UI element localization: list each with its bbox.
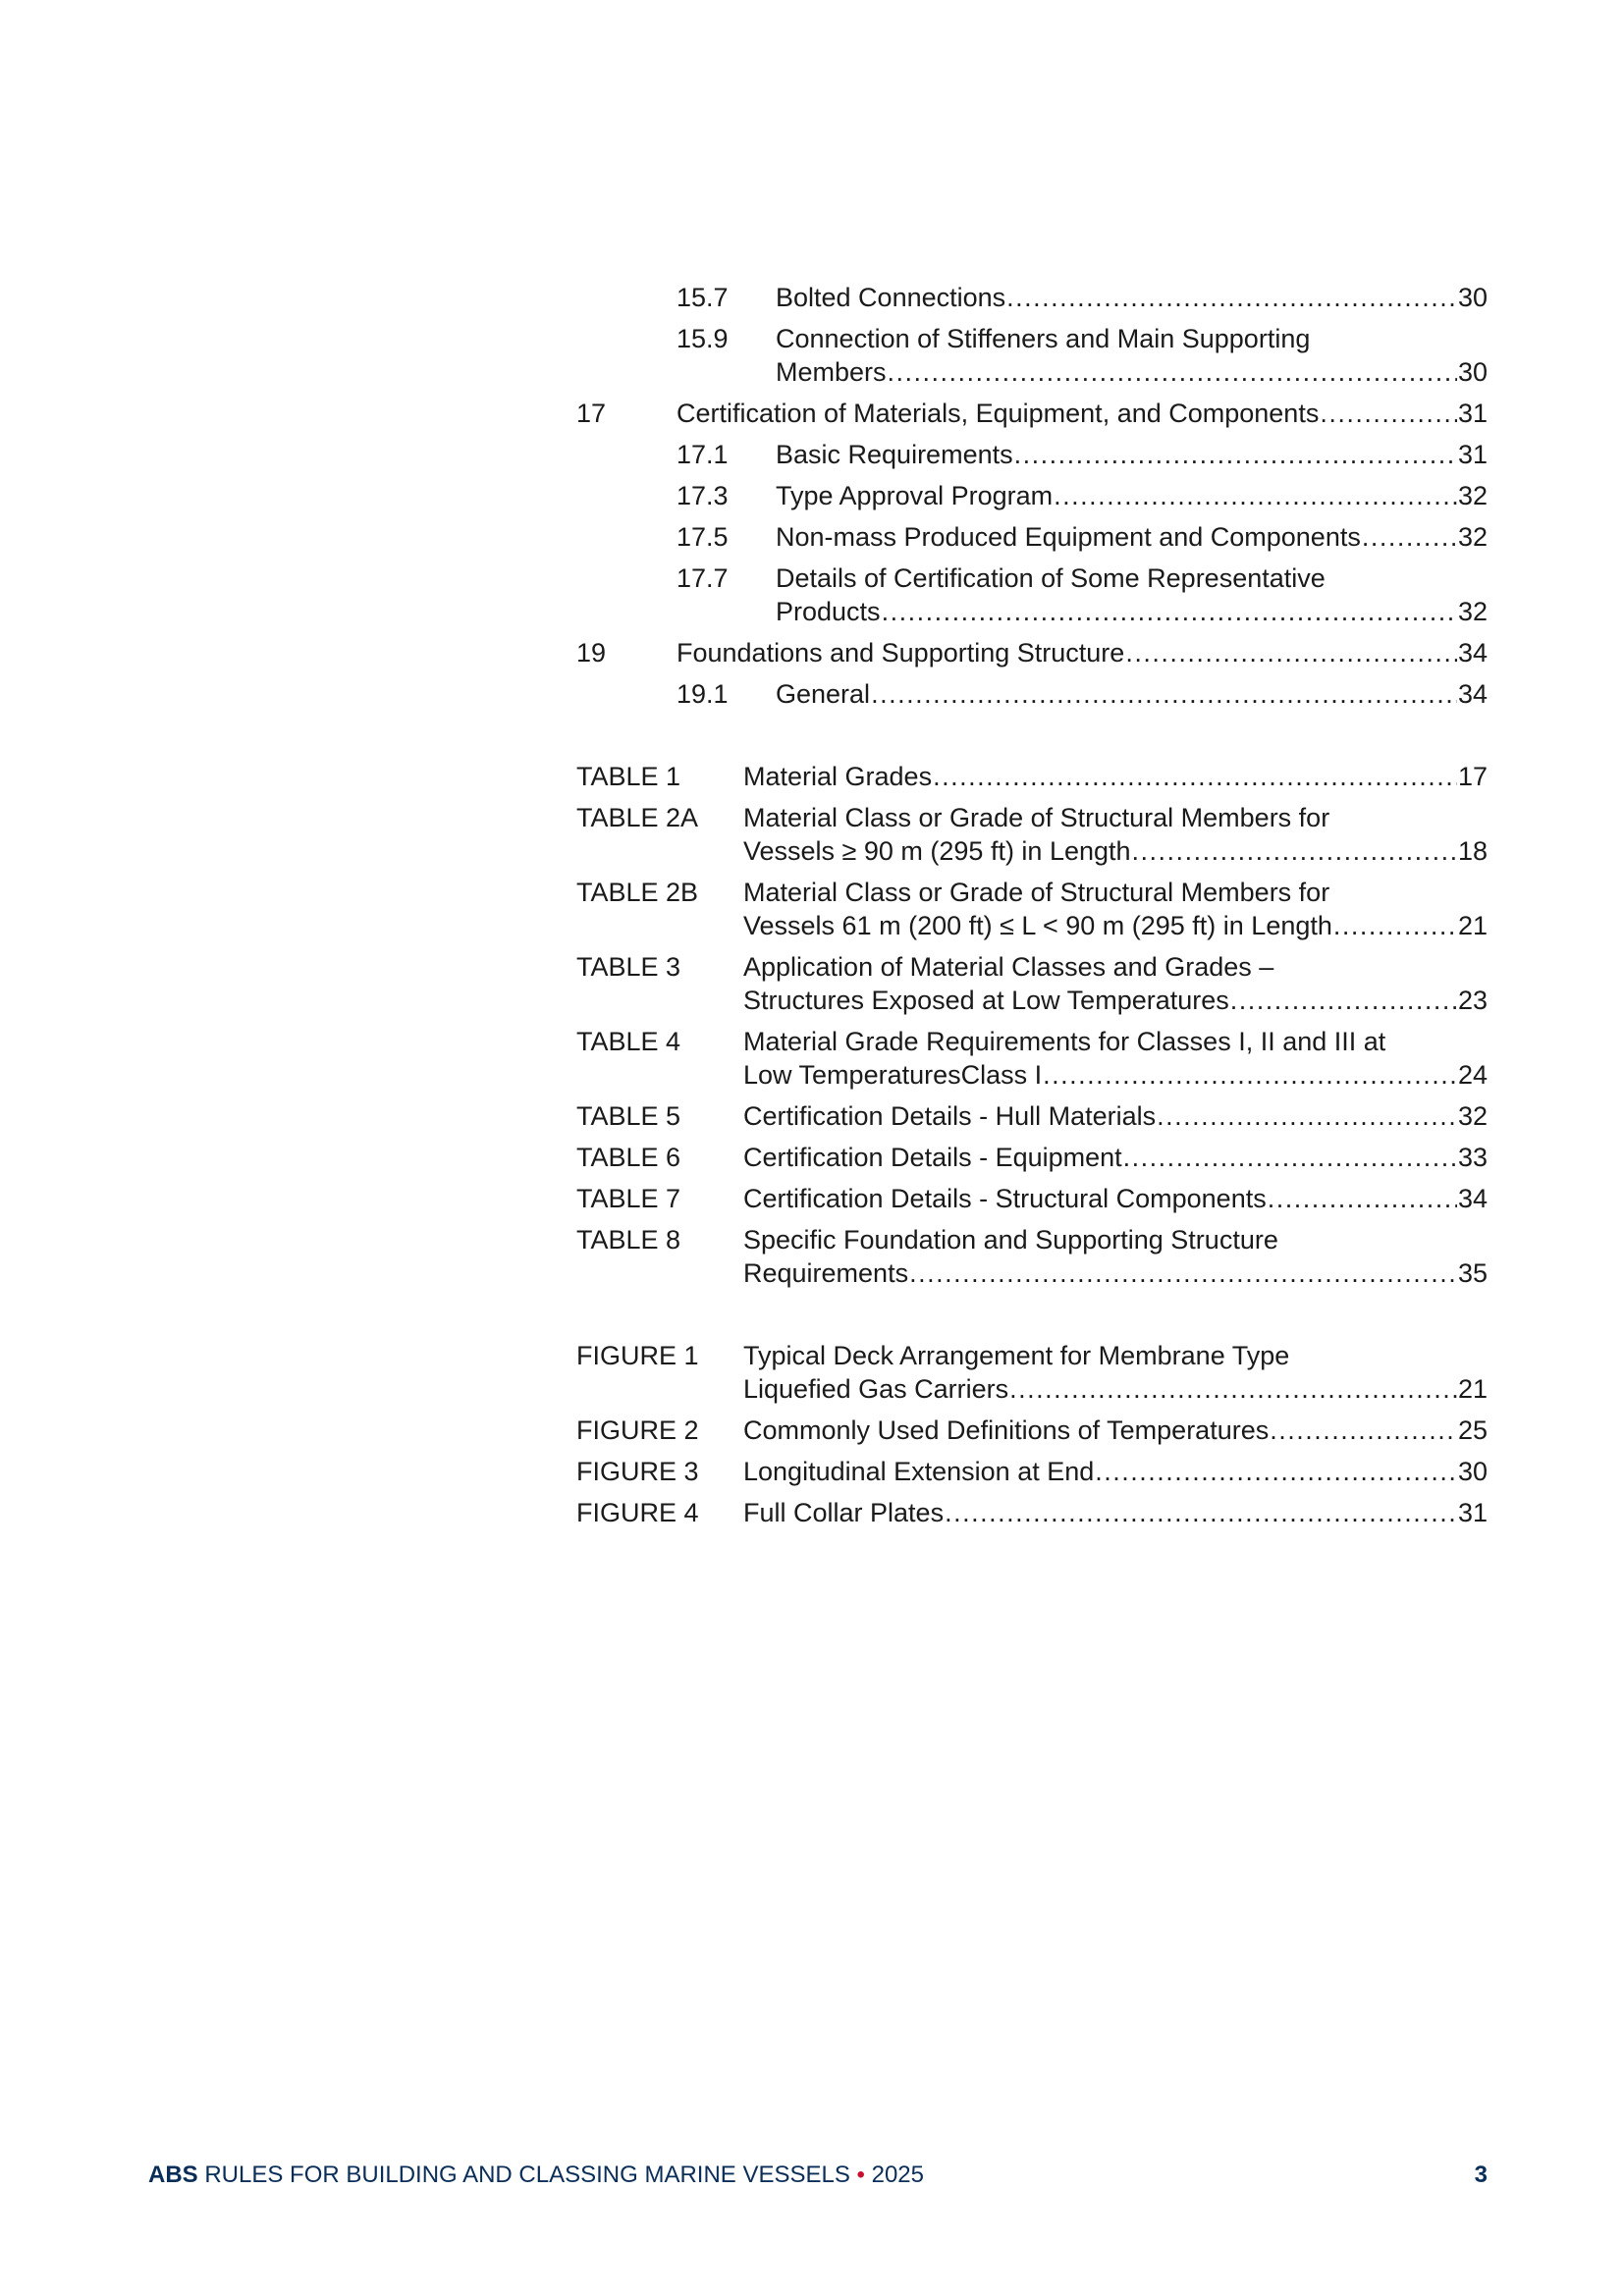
entry-body xyxy=(743,1025,1488,1092)
toc-table-entry[interactable] xyxy=(576,801,1488,868)
dot-leader xyxy=(1230,984,1457,1017)
toc-table-entry[interactable] xyxy=(576,760,1488,793)
entry-body xyxy=(743,1414,1488,1447)
entry-line xyxy=(743,834,1488,868)
entry-number: 17.3 xyxy=(677,481,729,510)
entry-number: TABLE 6 xyxy=(576,1143,681,1172)
entry-line xyxy=(743,1372,1488,1406)
entry-number: 17 xyxy=(576,399,607,428)
entry-title: Commonly Used Definitions of Temperatures xyxy=(743,1415,1270,1445)
dot-leader xyxy=(1123,1141,1457,1174)
dot-leader xyxy=(1095,1455,1457,1488)
entry-line xyxy=(776,595,1488,628)
entry-line xyxy=(743,1496,1488,1529)
toc-section-entry[interactable] xyxy=(576,479,1488,512)
entry-page: 24 xyxy=(1457,1060,1488,1090)
entry-title: Members xyxy=(776,357,887,387)
entry-body xyxy=(677,397,1488,430)
entry-body xyxy=(776,520,1488,554)
entry-line xyxy=(776,322,1488,355)
entry-line xyxy=(776,561,1488,595)
entry-line xyxy=(743,1058,1488,1092)
entry-number: TABLE 3 xyxy=(576,952,681,982)
entry-title: Requirements xyxy=(743,1258,909,1288)
entry-line xyxy=(743,1099,1488,1133)
toc-table-entry[interactable] xyxy=(576,950,1488,1017)
entry-number: FIGURE 3 xyxy=(576,1457,699,1486)
entry-line xyxy=(743,1339,1488,1372)
entry-page: 32 xyxy=(1457,481,1488,510)
toc-section-entry[interactable] xyxy=(576,438,1488,471)
entry-body xyxy=(776,281,1488,314)
entry-title: General xyxy=(776,679,871,709)
table-of-contents xyxy=(576,281,1488,1537)
toc-table-entry[interactable] xyxy=(576,1141,1488,1174)
entry-number: 19.1 xyxy=(677,679,729,709)
entry-title: Foundations and Supporting Structure xyxy=(677,638,1125,667)
entry-body xyxy=(776,479,1488,512)
entry-number: FIGURE 1 xyxy=(576,1341,699,1370)
entry-line xyxy=(743,1182,1488,1215)
entry-body xyxy=(776,561,1488,628)
toc-section-entry[interactable] xyxy=(576,636,1488,669)
dot-leader xyxy=(1125,636,1457,669)
spacer xyxy=(576,1298,1488,1339)
dot-leader xyxy=(1043,1058,1457,1092)
dot-leader xyxy=(1009,1372,1457,1406)
entry-line xyxy=(743,1141,1488,1174)
entry-title: Material Class or Grade of Structural Members for xyxy=(743,878,1330,907)
entry-line xyxy=(743,1223,1488,1256)
toc-table-entry[interactable] xyxy=(576,876,1488,942)
entry-body xyxy=(743,760,1488,793)
toc-section-entry[interactable] xyxy=(576,677,1488,711)
entry-line xyxy=(677,397,1488,430)
entry-title: Structures Exposed at Low Temperatures xyxy=(743,986,1229,1015)
entry-number: 17.5 xyxy=(677,522,729,552)
entry-number: TABLE 1 xyxy=(576,762,681,791)
entry-page: 30 xyxy=(1457,1457,1488,1486)
entry-title: Vessels 61 m (200 ft) ≤ L < 90 m (295 ft) in Length xyxy=(743,911,1332,940)
dot-leader xyxy=(1132,834,1457,868)
toc-section-entry[interactable] xyxy=(576,281,1488,314)
toc-table-entry[interactable] xyxy=(576,1182,1488,1215)
entry-body xyxy=(743,1141,1488,1174)
spacer xyxy=(576,719,1488,760)
entry-line xyxy=(743,909,1488,942)
dot-leader xyxy=(882,595,1457,628)
dot-leader xyxy=(1270,1414,1457,1447)
entry-number: FIGURE 4 xyxy=(576,1498,699,1527)
entry-number: TABLE 4 xyxy=(576,1027,681,1056)
entry-body xyxy=(776,322,1488,389)
entry-body xyxy=(743,876,1488,942)
entry-number: TABLE 7 xyxy=(576,1184,681,1213)
entry-line xyxy=(776,520,1488,554)
dot-leader xyxy=(871,677,1457,711)
dot-leader xyxy=(1006,281,1457,314)
footer-bullet: • xyxy=(856,2162,865,2188)
toc-table-entry[interactable] xyxy=(576,1099,1488,1133)
entry-line xyxy=(776,281,1488,314)
entry-page: 30 xyxy=(1457,357,1488,387)
entry-page: 23 xyxy=(1457,986,1488,1015)
toc-section-entry[interactable] xyxy=(576,561,1488,628)
entry-body xyxy=(743,1223,1488,1290)
dot-leader xyxy=(945,1496,1457,1529)
figure-list xyxy=(576,1339,1488,1529)
entry-page: 17 xyxy=(1457,762,1488,791)
entry-page: 34 xyxy=(1457,679,1488,709)
entry-page: 32 xyxy=(1457,1101,1488,1131)
entry-title: Vessels ≥ 90 m (295 ft) in Length xyxy=(743,836,1131,866)
entry-page: 21 xyxy=(1457,1374,1488,1404)
entry-title: Low TemperaturesClass I xyxy=(743,1060,1043,1090)
entry-line xyxy=(743,1256,1488,1290)
footer-brand: ABS xyxy=(148,2162,198,2188)
entry-line xyxy=(776,438,1488,471)
toc-section-entry[interactable] xyxy=(576,397,1488,430)
entry-page: 33 xyxy=(1457,1143,1488,1172)
table-list xyxy=(576,760,1488,1290)
entry-body xyxy=(743,1455,1488,1488)
entry-body xyxy=(743,950,1488,1017)
entry-body xyxy=(677,636,1488,669)
page-number: 3 xyxy=(1474,2162,1488,2188)
entry-title: Specific Foundation and Supporting Structure xyxy=(743,1225,1278,1255)
entry-title: Connection of Stiffeners and Main Supporting xyxy=(776,324,1311,353)
toc-table-entry[interactable] xyxy=(576,1223,1488,1290)
entry-number: 19 xyxy=(576,638,607,667)
toc-section-entry[interactable] xyxy=(576,520,1488,554)
entry-page: 31 xyxy=(1457,440,1488,469)
entry-body xyxy=(743,1496,1488,1529)
entry-title: Longitudinal Extension at End xyxy=(743,1457,1095,1486)
dot-leader xyxy=(1362,520,1457,554)
entry-line xyxy=(776,479,1488,512)
dot-leader xyxy=(1157,1099,1457,1133)
dot-leader xyxy=(909,1256,1457,1290)
entry-number: TABLE 2B xyxy=(576,878,699,907)
entry-page: 31 xyxy=(1457,1498,1488,1527)
entry-body xyxy=(743,801,1488,868)
entry-body xyxy=(776,677,1488,711)
entry-page: 32 xyxy=(1457,597,1488,626)
dot-leader xyxy=(888,355,1457,389)
entry-line xyxy=(743,876,1488,909)
toc-table-entry[interactable] xyxy=(576,1025,1488,1092)
entry-title: Non-mass Produced Equipment and Components xyxy=(776,522,1361,552)
entry-number: 15.9 xyxy=(677,324,729,353)
entry-body xyxy=(743,1099,1488,1133)
section-list xyxy=(576,281,1488,711)
entry-title: Basic Requirements xyxy=(776,440,1013,469)
entry-line xyxy=(776,677,1488,711)
entry-number: 15.7 xyxy=(677,283,729,312)
entry-page: 35 xyxy=(1457,1258,1488,1288)
dot-leader xyxy=(1268,1182,1457,1215)
entry-title: Certification Details - Equipment xyxy=(743,1143,1122,1172)
entry-line xyxy=(743,801,1488,834)
toc-figure-entry[interactable] xyxy=(576,1414,1488,1447)
entry-line xyxy=(743,950,1488,984)
entry-title: Material Grades xyxy=(743,762,933,791)
entry-title: Material Grade Requirements for Classes I, II and III at xyxy=(743,1027,1386,1056)
entry-line xyxy=(743,1455,1488,1488)
toc-figure-entry[interactable] xyxy=(576,1455,1488,1488)
entry-page: 31 xyxy=(1457,399,1488,428)
entry-title: Certification Details - Hull Materials xyxy=(743,1101,1157,1131)
entry-page: 21 xyxy=(1457,911,1488,940)
entry-page: 32 xyxy=(1457,522,1488,552)
entry-page: 18 xyxy=(1457,836,1488,866)
entry-line xyxy=(743,984,1488,1017)
toc-section-entry[interactable] xyxy=(576,322,1488,389)
toc-figure-entry[interactable] xyxy=(576,1339,1488,1406)
entry-title: Full Collar Plates xyxy=(743,1498,945,1527)
entry-line xyxy=(677,636,1488,669)
entry-number: TABLE 8 xyxy=(576,1225,681,1255)
entry-number: 17.7 xyxy=(677,563,729,593)
entry-title: Liquefied Gas Carriers xyxy=(743,1374,1009,1404)
dot-leader xyxy=(933,760,1457,793)
dot-leader xyxy=(1320,397,1457,430)
entry-number: FIGURE 2 xyxy=(576,1415,699,1445)
page-footer xyxy=(148,2162,1488,2189)
entry-title: Material Class or Grade of Structural Members for xyxy=(743,803,1330,832)
entry-title: Application of Material Classes and Grades – xyxy=(743,952,1274,982)
entry-number: TABLE 2A xyxy=(576,803,699,832)
entry-number: TABLE 5 xyxy=(576,1101,681,1131)
dot-leader xyxy=(1333,909,1457,942)
entry-title: Details of Certification of Some Representative xyxy=(776,563,1326,593)
footer-year: 2025 xyxy=(871,2162,924,2188)
entry-line xyxy=(743,1414,1488,1447)
entry-page: 34 xyxy=(1457,1184,1488,1213)
entry-body xyxy=(743,1182,1488,1215)
entry-body xyxy=(743,1339,1488,1406)
entry-line xyxy=(743,1025,1488,1058)
entry-title: Certification of Materials, Equipment, and Components xyxy=(677,399,1320,428)
entry-body xyxy=(776,438,1488,471)
entry-title: Products xyxy=(776,597,881,626)
footer-title: RULES FOR BUILDING AND CLASSING MARINE VESSELS xyxy=(204,2162,850,2188)
entry-number: 17.1 xyxy=(677,440,729,469)
entry-page: 30 xyxy=(1457,283,1488,312)
toc-figure-entry[interactable] xyxy=(576,1496,1488,1529)
entry-line xyxy=(776,355,1488,389)
entry-line xyxy=(743,760,1488,793)
entry-page: 25 xyxy=(1457,1415,1488,1445)
entry-title: Bolted Connections xyxy=(776,283,1006,312)
dot-leader xyxy=(1054,479,1457,512)
entry-title: Certification Details - Structural Components xyxy=(743,1184,1267,1213)
entry-title: Type Approval Program xyxy=(776,481,1054,510)
entry-title: Typical Deck Arrangement for Membrane Type xyxy=(743,1341,1290,1370)
entry-page: 34 xyxy=(1457,638,1488,667)
dot-leader xyxy=(1014,438,1457,471)
